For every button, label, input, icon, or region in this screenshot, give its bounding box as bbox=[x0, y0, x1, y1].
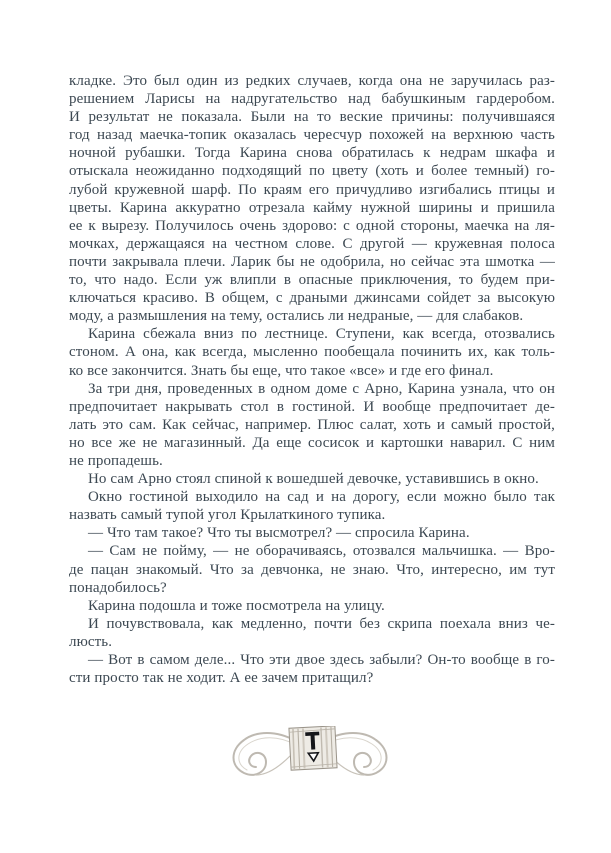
paragraph bbox=[69, 651, 555, 687]
text-line: кладке. Это был один из редких случаев, когда она не заручилась раз- bbox=[69, 73, 555, 89]
text-line: моду, а размышления на тему, остались ли недраные, — для слабаков. bbox=[69, 308, 524, 325]
text-line: год назад маечка-топик оказалась чересчур похожей на верхнюю часть bbox=[69, 127, 555, 144]
paragraph bbox=[69, 470, 555, 488]
text-line: И почувствовала, как медленно, почти без скрипа поехала вниз че- bbox=[88, 615, 555, 632]
text-line: — Сам не пойму, — не оборачиваясь, отозвался мальчишка. — Вро- bbox=[88, 543, 555, 560]
paragraph bbox=[69, 615, 555, 651]
text-line: Карина подошла и тоже посмотрела на улицу. bbox=[88, 597, 385, 614]
paragraph bbox=[69, 488, 555, 524]
text-line: Карина сбежала вниз по лестнице. Ступени, как всегда, отозвались bbox=[88, 326, 555, 343]
text-line: лать это сам. Как сейчас, например. Плюс салат, хоть и самый простой, bbox=[69, 416, 555, 433]
text-line: не пропадешь. bbox=[69, 452, 163, 469]
paragraph bbox=[69, 325, 555, 379]
text-line: люсть. bbox=[69, 633, 113, 650]
text-line: ее к вырезу. Получилось очень здорово: с одной стороны, маечка на ля- bbox=[69, 217, 555, 234]
text-line: ко все закончится. Знать бы еще, что такое «все» и где его финал. bbox=[69, 362, 494, 379]
text-line: но все же не магазинный. Да еще сосисок и картошки наварил. С ним bbox=[69, 434, 555, 451]
text-line: Но сам Арно стоял спиной к вошедшей девочке, уставившись в окно. bbox=[88, 471, 539, 488]
text-line: то, что надо. Если уж влипли в опасные приключения, то будем при- bbox=[69, 272, 555, 289]
text-line: решением Ларисы на надругательство над бабушкиным гардеробом. bbox=[69, 91, 555, 108]
text-line: ключаться красиво. В общем, с драными джинсами сойдет за высокую bbox=[69, 290, 555, 307]
text-line: почти закрывала плечи. Ларик бы не одобрила, но сейчас эта шмотка — bbox=[69, 253, 555, 270]
text-line: И результат не показала. Были на то веские причины: получившаяся bbox=[69, 109, 555, 126]
text-line: отыскала неожиданно подходящий по цвету (хоть и более темный) го- bbox=[69, 163, 555, 180]
text-line: сти просто так не ходит. А ее зачем притащил? bbox=[69, 670, 374, 687]
text-line: назвать самый тупой угол Крылаткиного тупика. bbox=[69, 507, 386, 524]
paragraph bbox=[69, 380, 555, 470]
paragraph bbox=[69, 542, 555, 596]
text-line: понадобилось? bbox=[69, 579, 167, 596]
text-line: стоном. А она, как всегда, мысленно пообещала починить их, как толь- bbox=[69, 344, 555, 361]
text-line: Окно гостиной выходило на сад и на дорогу, если можно было так bbox=[88, 489, 555, 506]
paragraph bbox=[69, 597, 555, 615]
paragraph bbox=[69, 72, 555, 325]
section-divider-ornament bbox=[220, 726, 400, 780]
page-text bbox=[69, 72, 555, 687]
text-line: мочках, держащаяся на честном слове. С другой — кружевная полоса bbox=[69, 235, 555, 252]
text-line: За три дня, проведенных в одном доме с Арно, Карина узнала, что он bbox=[88, 380, 555, 397]
text-line: цветы. Карина аккуратно отрезала кайму нужной ширины и пришила bbox=[69, 199, 555, 216]
text-line: — Что там такое? Что ты высмотрел? — спросила Карина. bbox=[88, 525, 470, 542]
text-line: де пацан знакомый. Что за девчонка, не знаю. Что, интересно, им тут bbox=[69, 561, 555, 578]
text-line: ночной рубашки. Тогда Карина снова обратилась к недрам шкафа и bbox=[69, 145, 555, 162]
left-swirl-icon bbox=[234, 733, 297, 775]
paragraph bbox=[69, 524, 555, 542]
text-line: лубой кружевной шарф. По краям его причудливо изгибались птицы и bbox=[69, 181, 555, 198]
text-line: — Вот в самом деле... Что эти двое здесь забыли? Он-то вообще в го- bbox=[88, 652, 555, 668]
text-line: предпочитает накрывать стол в гостиной. И вообще предпочитает де- bbox=[69, 398, 555, 415]
